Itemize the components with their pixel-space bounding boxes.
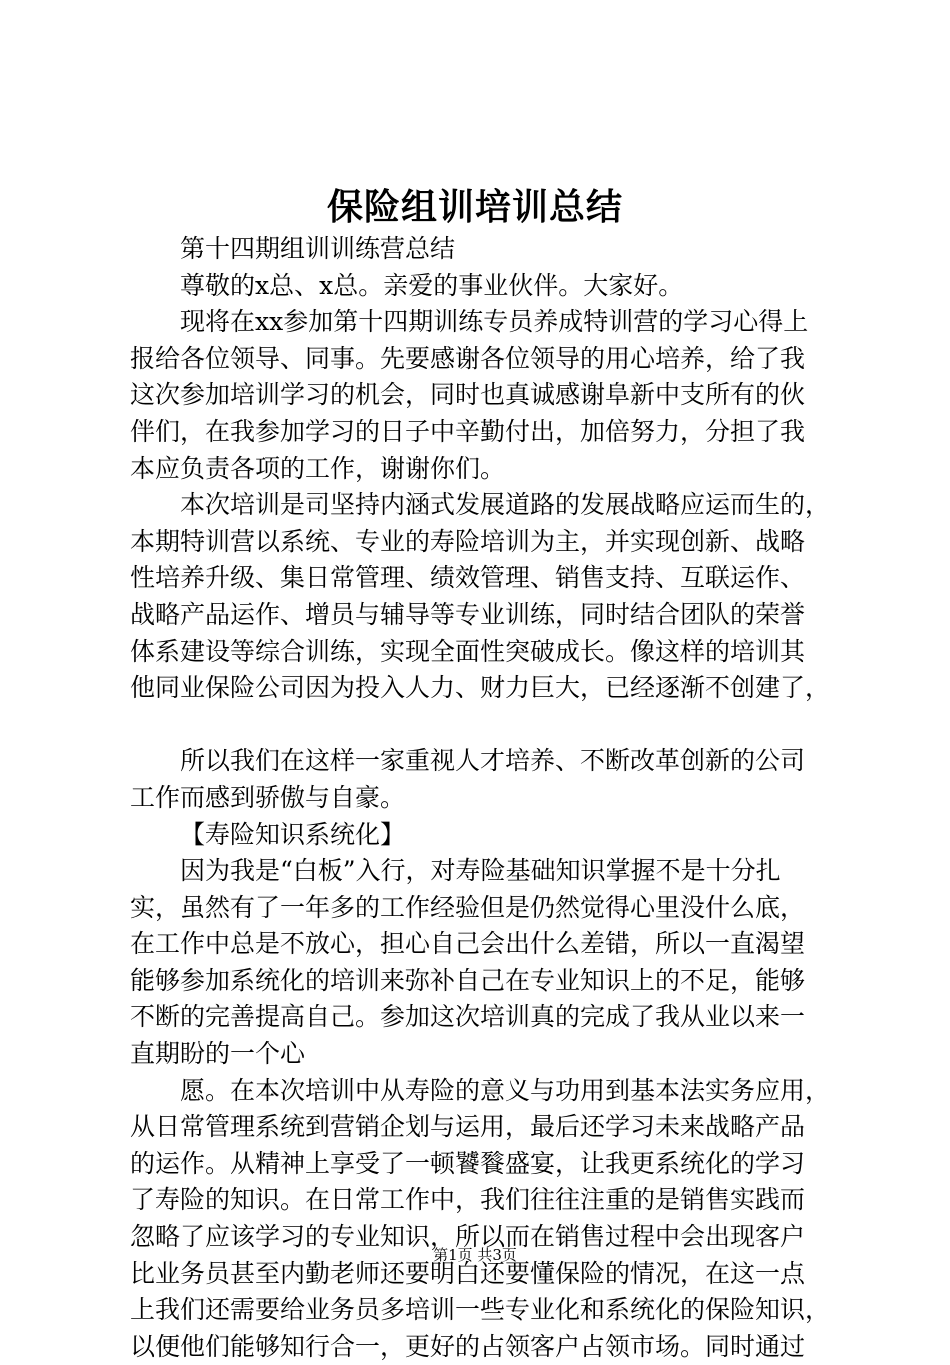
paragraph-line: 本期特训营以系统、专业的寿险培训为主，并实现创新、战略 (130, 526, 806, 556)
paragraph-line: 战略产品运作、增员与辅导等专业训练，同时结合团队的荣誉 (130, 599, 806, 629)
paragraph-line: 忽略了应该学习的专业知识，所以而在销售过程中会出现客户 (130, 1222, 806, 1252)
paragraph-line: 报给各位领导、同事。先要感谢各位领导的用心培养，给了我 (130, 343, 806, 373)
paragraph-line: 在工作中总是不放心，担心自己会出什么差错，所以一直渴望 (130, 929, 806, 959)
paragraph-line: 比业务员甚至内勤老师还要明白还要懂保险的情况，在这一点 (130, 1258, 806, 1288)
paragraph-line: 实，虽然有了一年多的工作经验但是仍然觉得心里没什么底， (130, 892, 806, 922)
document-body (130, 231, 830, 1365)
page-footer: 第1页 共3页 (433, 1246, 517, 1264)
paragraph-line: 能够参加系统化的培训来弥补自己在专业知识上的不足，能够 (130, 965, 806, 995)
paragraph-line: 现将在xx参加第十四期训练专员养成特训营的学习心得上 (180, 307, 809, 337)
paragraph-line: 尊敬的x总、x总。亲爱的事业伙伴。大家好。 (180, 270, 684, 300)
paragraph-line: 的运作。从精神上享受了一顿饕餮盛宴，让我更系统化的学习 (130, 1148, 806, 1178)
paragraph-line: 第十四期组训训练营总结 (180, 234, 456, 263)
paragraph-line: 因为我是“白板”入行，对寿险基础知识掌握不是十分扎 (180, 856, 781, 886)
paragraph-line: 所以我们在这样一家重视人才培养、不断改革创新的公司 (180, 746, 806, 776)
document-title: 保险组训培训总结 (326, 186, 623, 228)
paragraph-line: 性培养升级、集日常管理、绩效管理、销售支持、互联运作、 (130, 563, 806, 593)
paragraph-line: 了寿险的知识。在日常工作中，我们往往注重的是销售实践而 (130, 1185, 806, 1215)
paragraph-line: 以便他们能够知行合一，更好的占领客户占领市场。同时通过 (130, 1331, 806, 1361)
paragraph-line: 伴们，在我参加学习的日子中辛勤付出，加倍努力，分担了我 (130, 416, 806, 446)
paragraph-line: 这次参加培训学习的机会，同时也真诚感谢阜新中支所有的伙 (130, 380, 806, 410)
paragraph-line: 上我们还需要给业务员多培训一些专业化和系统化的保险知识， (130, 1295, 830, 1325)
paragraph-line: 本应负责各项的工作，谢谢你们。 (130, 453, 506, 483)
paragraph-line: 不断的完善提高自己。参加这次培训真的完成了我从业以来一 (130, 1002, 806, 1032)
paragraph-line: 【寿险知识系统化】 (180, 819, 406, 849)
paragraph-line: 他同业保险公司因为投入人力、财力巨大，已经逐渐不创建了， (130, 673, 830, 703)
paragraph-line: 从日常管理系统到营销企划与运用，最后还学习未来战略产品 (130, 1112, 806, 1142)
paragraph-line: 本次培训是司坚持内涵式发展道路的发展战略应运而生的， (180, 490, 830, 520)
paragraph-line: 体系建设等综合训练，实现全面性突破成长。像这样的培训其 (130, 636, 806, 666)
paragraph-line: 愿。在本次培训中从寿险的意义与功用到基本法实务应用， (180, 1075, 830, 1105)
paragraph-line: 工作而感到骄傲与自豪。 (130, 782, 406, 812)
paragraph-line: 直期盼的一个心 (130, 1039, 306, 1069)
paragraph-line (130, 707, 830, 744)
